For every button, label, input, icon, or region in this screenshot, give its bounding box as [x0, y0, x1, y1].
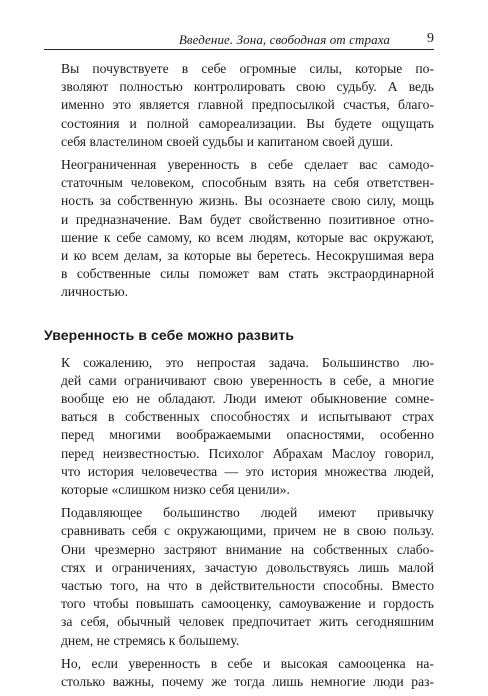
- text-line: Неограниченная уверенность в себе сделает вас самодо-: [61, 157, 434, 173]
- text-line: Подавляющее большинство людей имеют привычку: [61, 505, 434, 521]
- page-number: 9: [427, 31, 434, 46]
- text-line: дей сами ограничивают свою уверенность в себе, а многие: [61, 372, 434, 388]
- text-line: днем, не стремясь к большему.: [61, 632, 240, 648]
- paragraph: [44, 354, 434, 500]
- text-line: и предназначение. Вам будет свойственно позитивное отно-: [61, 211, 434, 227]
- text-line: столько важны, почему же тогда лишь немногие люди раз-: [61, 674, 434, 690]
- running-head: [44, 31, 434, 50]
- text-line: за себя, обычный человек предпочитает жить сегодняшним: [61, 614, 434, 630]
- text-line: Они чрезмерно застряют внимание на собственных слабо-: [61, 541, 434, 557]
- text-line: стях и ограничениях, зачастую довольствуясь лишь малой: [61, 559, 434, 575]
- section-heading: Уверенность в себе можно развить: [44, 326, 295, 343]
- text-line: того чтобы повышать самооценку, самоуважение и гордость: [61, 596, 434, 612]
- text-line: Но, если уверенность в себе и высокая самооценка на-: [61, 655, 434, 671]
- text-line: и ко всем делам, за которые вы беретесь. Несокрушимая вера: [61, 248, 434, 264]
- text-line: сравнивать себя с окружающими, причем не в свою пользу.: [61, 523, 434, 539]
- text-line: статочным человеком, способным взять на себя ответствен-: [61, 175, 434, 191]
- running-title: Введение. Зона, свободная от страха: [178, 32, 390, 47]
- text-line: К сожалению, это непростая задача. Большинство лю-: [61, 354, 434, 370]
- body-text: [44, 60, 434, 696]
- text-line: ность за собственную жизнь. Вы осознаете свою силу, мощь: [61, 193, 434, 209]
- paragraph: [44, 156, 434, 302]
- text-line: что история человечества — это история множества людей,: [61, 463, 434, 479]
- text-line: шение к себе самому, ко всем людям, которые вас окружают,: [61, 229, 434, 245]
- text-line: именно это является главной предпосылкой счастья, благо-: [61, 97, 434, 113]
- text-line: себя властелином своей судьбы и капитаном своей души.: [61, 133, 394, 149]
- text-line: перед многими воображаемыми опасностями, особенно: [61, 427, 434, 443]
- text-line: личностью.: [61, 284, 129, 300]
- paragraph: [44, 655, 434, 691]
- text-line: состояния и полной самореализации. Вы будете ощущать: [61, 115, 434, 131]
- text-line: Вы почувствуете в себе огромные силы, которые по-: [61, 61, 434, 76]
- paragraph: [44, 60, 434, 151]
- paragraph: [44, 504, 434, 650]
- text-line: в собственные силы поможет вам стать экстраординарной: [61, 266, 434, 282]
- text-line: частью того, на что в действительности способны. Вместо: [61, 578, 434, 594]
- text-line: ваться в собственных способностях и испытывают страх: [61, 409, 434, 425]
- text-line: вообще ею не обладают. Люди имеют обыкновение сомне-: [61, 391, 434, 407]
- text-line: перед неизвестностью. Психолог Абрахам Маслоу говорил,: [61, 445, 434, 461]
- text-line: зволяют полностью контролировать свою судьбу. А ведь: [61, 79, 434, 95]
- text-line: которые «слишком низко себя ценили».: [61, 482, 290, 498]
